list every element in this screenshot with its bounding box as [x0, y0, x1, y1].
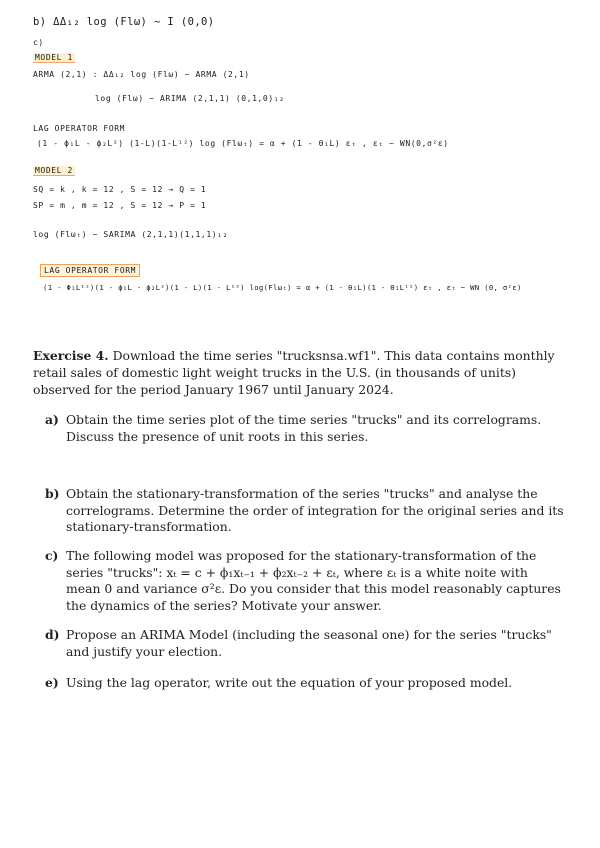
item-label: a): [45, 412, 59, 427]
sp-line: SP = m , m = 12 , S = 12 → P = 1: [33, 201, 207, 210]
note-line-c: c): [33, 38, 44, 47]
item-text: Obtain the stationary-transformation of the series "trucks" and analyse the correlograms. Determine the order of integration for the original series and its stationary-transformation.: [66, 486, 564, 534]
exercise-item-e: [45, 675, 565, 692]
item-text: The following model was proposed for the stationary-transformation of the series "trucks": xₜ = c + ϕ₁xₜ₋₁ + ϕ₂xₜ₋₂ + εₜ, where εₜ is a white noite with mean 0 and variance σ²ε. Do you consider that this model reasonably captures the dynamics of the series? Motivate your answer.: [66, 548, 561, 613]
arma-line: ARMA (2,1) : ΔΔ₁₂ log (Flω) ~ ARMA (2,1): [33, 70, 250, 79]
exercise-intro: [33, 347, 565, 398]
note-line-b: b) ΔΔ₁₂ log (Flω) ~ I (0,0): [33, 16, 215, 28]
item-text: Using the lag operator, write out the equation of your proposed model.: [66, 675, 513, 690]
model1-highlight: MODEL 1: [35, 53, 73, 62]
lag-operator-label-2: [40, 266, 140, 275]
item-label: b): [45, 486, 60, 501]
lag-operator-box: LAG OPERATOR FORM: [40, 264, 140, 277]
lag-operator-label-1: LAG OPERATOR FORM: [33, 124, 126, 133]
model1-label: [33, 53, 75, 62]
model2-label: [33, 166, 75, 175]
item-text: Propose an ARIMA Model (including the seasonal one) for the series "trucks" and justify your election.: [66, 627, 552, 659]
lag-equation-2: (1 - Φ₁L¹²)(1 - ϕ₁L - ϕ₂L²)(1 - L)(1 - L¹²) log(Flωₜ) = α + (1 - θ₁L)(1 - Θ₁L¹²) εₜ , εₜ ~ WN (0, σ²ε): [43, 283, 522, 292]
exercise-body: Download the time series "trucksnsa.wf1". This data contains monthly retail sales of domestic light weight trucks in the U.S. (in thousands of units) observed for the period January 1967 until January 2024.: [33, 348, 555, 397]
sq-line: SQ = k , k = 12 , S = 12 → Q = 1: [33, 185, 207, 194]
exercise-item-b: [45, 486, 565, 536]
exercise-item-a: [45, 412, 565, 445]
item-text: Obtain the time series plot of the time series "trucks" and its correlograms. Discuss the presence of unit roots in this series.: [66, 412, 542, 444]
item-label: e): [45, 675, 59, 690]
exercise-title: Exercise 4.: [33, 348, 109, 363]
arima-line: log (Flω) ~ ARIMA (2,1,1) (0,1,0)₁₂: [95, 94, 285, 103]
item-label: c): [45, 548, 59, 563]
exercise-item-d: [45, 627, 565, 660]
model2-highlight: MODEL 2: [35, 166, 73, 175]
sarima-line: log (Flωₜ) ~ SARIMA (2,1,1)(1,1,1)₁₂: [33, 230, 228, 239]
item-label: d): [45, 627, 60, 642]
exercise-item-c: [45, 548, 565, 614]
lag-equation-1: (1 - ϕ₁L - ϕ₂L²) (1-L)(1-L¹²) log (Flωₜ) = α + (1 - θ₁L) εₜ , εₜ ~ WN(0,σ²ε): [37, 139, 449, 148]
